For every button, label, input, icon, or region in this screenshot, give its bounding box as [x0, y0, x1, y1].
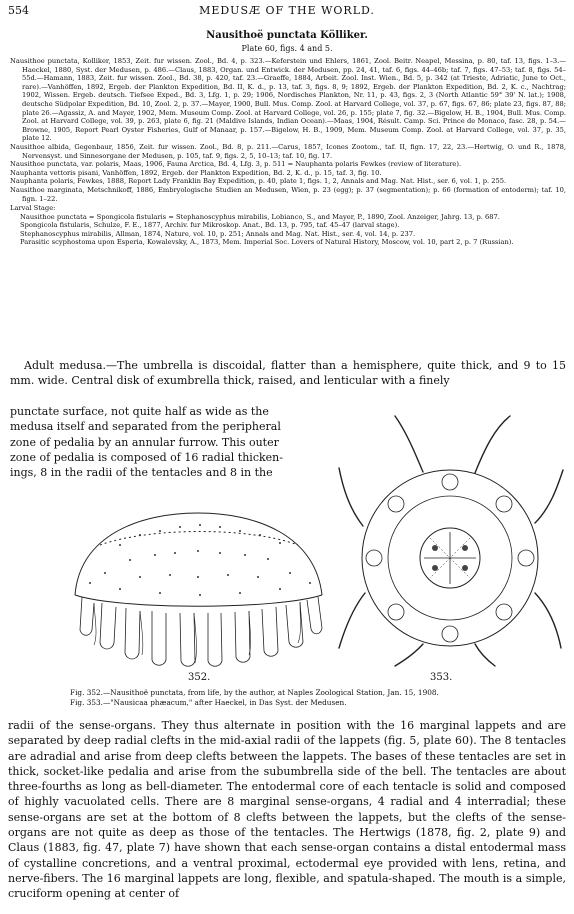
larval-reference-entry: Stephanoscyphus mirabilis, Allman, 1874, Nature, vol. 10, p. 251; Annals and Mag. Nat. Hist., ser. 4, vol. 14, p. 237.: [20, 229, 416, 238]
larval-stage-label: Larval Stage:: [10, 204, 56, 213]
description-continued: [8, 718, 566, 902]
reference-entry: Nausithoe punctata, var. polaris, Maas, 1906, Fauna Arctica, Bd. 4, Lfg. 3, p. 511 = Nauphanta polaris Fewkes (review of literature).: [10, 160, 462, 169]
reference-entry: Nausithoe punctata, Kolliker, 1853, Zeit. fur wissen. Zool., Bd. 4, p. 323.—Keferstein und Ehlers, 1861, Zool. Beitr. Neapel, Messina, p. 80, taf. 13, figs. 1–3.—Haeckel, 1880, Syst. der Medusen, p. 486.—Claus, 1883, Organ. und Entwick. der Medusen, pp. 24, 41, taf. 6, figs. 44–46b; taf. 7, figs. 47–53; taf. 8, figs. 54–55d.—Hamann, 1883, Zeit. fur wissen. Zool., Bd. 38, p. 420, taf. 23.—Graeffe, 1884, Arbeit. Zool. Inst. Wien., Bd. 5, p. 342 (at Trieste, Adriatic, June to Oct., rare).—Vanhöffen, 1892, Ergeb. der Plankton Expedition, Bd. II, K. d., p. 13, taf. 3, figs. 8, 9; 1892, Ergeb. der Plankton Expedition, Bd. 2, K. c., Nachtrag; 1902, Wissen. Ergeb. deutsch. Tiefsee Exped., Bd. 3, Lfg. 1, p. 29; 1906, Nordisches Plankton, Nr. 11, p. 43, figs. 2, 3 (North Atlantic 59° 39' N. lat.); 1908, deutsche Südpolar Expedition, Bd. 10, Zool. 2, p. 37.—Mayer, 1900, Bull. Mus. Comp. Zool. at Harvard College, vol. 37, p. 67, figs. 67, 86; plate 23, figs. 87, 88; plate 26.—Agassiz, A. and Mayer, 1902, Mem. Museum Comp. Zool. at Harvard College, vol. 26, p. 155; plate 7, fig. 32.—Bigelow, H. B., 1904, Bull. Mus. Comp. Zool. at Harvard College, vol. 39, p. 263, plate 6, fig. 21 (Maldive Islands, Indian Ocean).—Maas, 1904, Résult. Camp. Sci. Prince de Monaco, fasc. 28, p. 54.—Browne, 1905, Report Pearl Oyster Fisheries, Gulf of Manaar, p. 157.—Bigelow, H. B., 1909, Mem. Museum Comp. Zool. at Harvard College, vol. 37, p. 35, plate 12.: [10, 57, 566, 143]
species-title: Nausithoë punctata Kölliker.: [206, 30, 368, 41]
wrapped-line: zone of pedalia is composed of 16 radial thicken-: [10, 450, 283, 464]
synonymy-references: [10, 57, 566, 247]
reference-entry: Nausithoe albida, Gegenbaur, 1856, Zeit. fur wissen. Zool., Bd. 8, p. 211.—Carus, 1857, Icones Zootom., taf. II, fign. 17, 22, 23.—Hertwig, O. und R., 1878, Nervensyst. und Sinnesorgane der Medusen, p. 105, taf. 9, figs. 2, 5, 10–13; taf. 10, fig. 17.: [10, 142, 566, 160]
figure-352-illustration: [60, 505, 335, 670]
figure-caption: Fig. 353.—"Nausicaa phæacum," after Haeckel, in Das Syst. der Medusen.: [70, 697, 347, 707]
reference-entry: Nausithoe marginata, Metschnikoff, 1886, Embryologische Studien an Medusen, Wien, p. 23 (egg); p. 37 (segmentation); p. 66 (formation of entoderm); taf. 10, fign. 1–22.: [10, 185, 566, 203]
plate-reference: Plate 60, figs. 4 and 5.: [241, 44, 333, 53]
figure-352-number: 352.: [188, 672, 211, 683]
wrapped-text-block: [10, 404, 310, 480]
body-paragraph: Adult medusa.—The umbrella is discoidal, flatter than a hemisphere, quite thick, and 9 to 15 mm. wide. Central disk of exumbrella thick, raised, and lenticular with a finely: [10, 359, 566, 388]
reference-entry: Nauphanta polaris, Fewkes, 1888, Report Lady Franklin Bay Expedition, p. 40, plate 1, figs. 1, 2, Annals and Mag. Nat. Hist., ser. 6, vol. 1, p. 255.: [10, 177, 507, 186]
page-number: 554: [8, 4, 29, 17]
running-title: MEDUSÆ OF THE WORLD.: [199, 4, 375, 17]
reference-entry: Nauphanta vettoris pisani, Vanhöffen, 1892, Ergeb. der Plankton Expedition, Bd. 2, K. d., p. 15, taf. 3, fig. 10.: [10, 168, 382, 177]
wrapped-line: punctate surface, not quite half as wide as the: [10, 405, 269, 418]
figure-353-number: 353.: [430, 672, 453, 683]
figure-353-illustration: [335, 408, 565, 670]
wrapped-line: ings, 8 in the radii of the tentacles and 8 in the: [10, 466, 273, 480]
page-header: [8, 4, 566, 18]
larval-reference-entry: Spongicola fistularis, Schulze, F. E., 1877, Archiv. fur Mikroskop. Anat., Bd. 13, p. 795, taf. 45–47 (larval stage).: [20, 221, 400, 230]
description-intro: [10, 358, 566, 389]
figure-captions: [70, 688, 566, 707]
body-paragraph: radii of the sense-organs. They thus alternate in position with the 16 marginal lappets and are separated by deep radial clefts in the mid-axial radii of the lappets (fig. 5, plate 60). The 8 tentacles are adradial and arise from deep clefts between the lappets. The bases of these tentacles are set in thick, socket-like pedalia and arise from the subumbrella side of the bell. The tentacles are about three-fourths as long as bell-diameter. The entodermal core of each tentacle is solid and composed of highly vacuolated cells. There are 8 marginal sense-organs, 4 radial and 4 interradial; these sense-organs are set at the bottom of 8 clefts between the lappets, but the clefts of the sense-organs are not quite as deep as those of the tentacles. The Hertwigs (1878, fig. 2, plate 9) and Claus (1883, fig. 47, plate 7) have shown that each sense-organ contains a distal entodermal mass of cystalline concretions, and a ventral proximal, ectodermal eye provided with lens, retina, and nerve-fibers. The 16 marginal lappets are long, flexible, and spatula-shaped. The mouth is a simple, cruciform opening at center of: [8, 719, 566, 901]
wrapped-line: medusa itself and separated from the peripheral: [10, 420, 281, 434]
figure-caption: Fig. 352.—Nausithoë punctata, from life, by the author, at Naples Zoological Station, Jan. 15, 1908.: [70, 688, 439, 697]
larval-reference-entry: Parasitic scyphostoma upon Esperia, Kowalevsky, A., 1873, Mem. Imperial Soc. Lovers of Natural History, Moscow, vol. 10, part 2, p. 7 (Russian).: [20, 238, 514, 247]
wrapped-line: zone of pedalia by an annular furrow. This outer: [10, 435, 279, 449]
larval-reference-entry: Nausithoe punctata = Spongicola fistularis = Stephanoscyphus mirabilis, Lobianco, S., and Mayer, P., 1890, Zool. Anzeiger, Jahrg. 13, p. 687.: [20, 212, 500, 221]
